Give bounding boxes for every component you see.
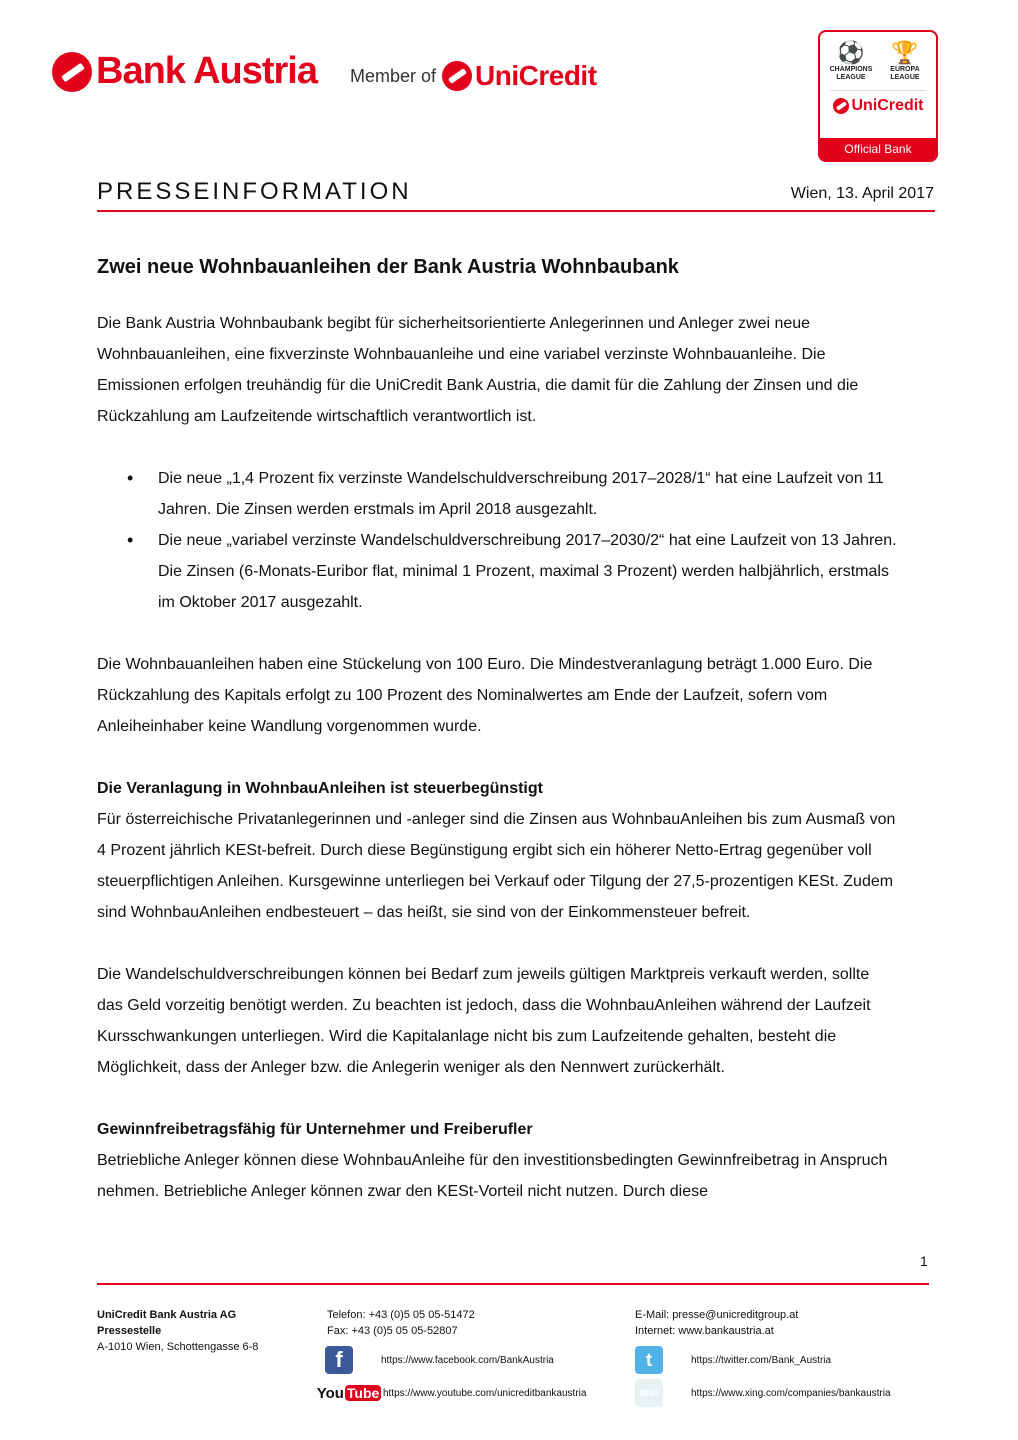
youtube-url[interactable]: https://www.youtube.com/unicreditbankaustria bbox=[383, 1387, 587, 1399]
bank-austria-logo bbox=[52, 50, 317, 93]
parent-brand-name: UniCredit bbox=[475, 60, 597, 91]
sale-paragraph: Die Wandelschuldverschreibungen können bei Bedarf zum jeweils gültigen Marktpreis verkauft werden, sollte das Geld vorzeitig benötigt werden. Zu beachten ist jedoch, dass die WohnbauAnleihen während der Laufzeit Kursschwankungen unterliegen. Wird die Kapitalanlage nicht bis zum Laufzeitende gehalten, besteht die Möglichkeit, dass der Anleger bzw. die Anlegerin weniger als den Nennwert zurückerhält. bbox=[97, 966, 871, 1076]
footer-phone bbox=[327, 1307, 475, 1339]
article-body bbox=[97, 252, 897, 1238]
league-name: CHAMPIONS LEAGUE bbox=[829, 66, 873, 81]
starball-icon: ⚽ bbox=[837, 40, 865, 65]
facebook-link[interactable] bbox=[325, 1346, 554, 1374]
section-title: PRESSEINFORMATION bbox=[97, 178, 412, 205]
divider bbox=[830, 90, 926, 91]
company-name: UniCredit Bank Austria AG bbox=[97, 1309, 237, 1321]
list-item: • Die neue „1,4 Prozent fix verzinste Wandelschuldverschreibung 2017–2028/1“ hat eine Laufzeit von 11 Jahren. Die Zinsen werden erstmals im April 2018 ausgezahlt. bbox=[97, 463, 897, 525]
website-link[interactable]: Internet: www.bankaustria.at bbox=[635, 1325, 774, 1337]
bond-list bbox=[97, 463, 897, 618]
footer-divider bbox=[97, 1283, 929, 1285]
address: A-1010 Wien, Schottengasse 6-8 bbox=[97, 1341, 259, 1353]
member-of-label: Member of bbox=[350, 65, 437, 86]
subheading-tax: Die Veranlagung in WohnbauAnleihen ist steuerbegünstigt bbox=[97, 780, 543, 797]
unicredit-logo-mark-icon bbox=[833, 98, 849, 114]
official-bank-badge bbox=[818, 30, 938, 162]
brand-name: Bank Austria bbox=[96, 50, 317, 92]
unicredit-logo-mark-icon bbox=[442, 61, 472, 91]
youtube-icon: You Tube bbox=[325, 1379, 373, 1407]
article-headline: Zwei neue Wohnbauanleihen der Bank Austria Wohnbaubank bbox=[97, 256, 679, 278]
member-of-unicredit bbox=[350, 60, 597, 92]
xing-link[interactable] bbox=[635, 1379, 891, 1407]
badge-footer: Official Bank bbox=[820, 138, 936, 160]
fax: Fax: +43 (0)5 05 05-52807 bbox=[327, 1325, 458, 1337]
unicredit-logo-mark-icon bbox=[52, 52, 92, 92]
tax-paragraph: Für österreichische Privatanlegerinnen und -anleger sind die Zinsen aus WohnbauAnleihen bis zum Ausmaß von 4 Prozent jährlich KESt-befreit. Durch diese Begünstigung ergibt sich ein höherer Netto-Ertrag gegenüber voll steuerpflichtigen Anleihen. Kursgewinne unterliegen bei Verkauf oder Tilgung der 27,5-prozentigen KESt. Zudem sind WohnbauAnleihen endbesteuert – das heißt, sie sind von der Einkommensteuer befreit. bbox=[97, 811, 896, 921]
email-link[interactable]: E-Mail: presse@unicreditgroup.at bbox=[635, 1309, 799, 1321]
league-name: EUROPA LEAGUE bbox=[890, 66, 920, 81]
release-date: Wien, 13. April 2017 bbox=[790, 185, 934, 202]
trophy-icon: 🏆 bbox=[891, 40, 919, 65]
twitter-icon: t bbox=[635, 1346, 663, 1374]
twitter-link[interactable] bbox=[635, 1346, 831, 1374]
subheading-business: Gewinnfreibetragsfähig für Unternehmer und Freiberufler bbox=[97, 1121, 533, 1138]
facebook-icon: f bbox=[325, 1346, 353, 1374]
badge-unicredit-logo bbox=[820, 97, 936, 115]
list-item: • Die neue „variabel verzinste Wandelschuldverschreibung 2017–2030/2“ hat eine Laufzeit von 13 Jahren. Die Zinsen (6-Monats-Euribor flat, minimal 1 Prozent, maximal 3 Prozent) werden halbjährlich, erstmals im Oktober 2017 ausgezahlt. bbox=[97, 525, 897, 618]
page-number: 1 bbox=[920, 1253, 928, 1269]
denomination-paragraph: Die Wohnbauanleihen haben eine Stückelung von 100 Euro. Die Mindestveranlagung beträgt 1.000 Euro. Die Rückzahlung des Kapitals erfolgt zu 100 Prozent des Nominalwertes am Ende der Laufzeit, sofern vom Anleiheinhaber keine Wandlung vorgenommen wurde. bbox=[97, 656, 873, 735]
department: Pressestelle bbox=[97, 1325, 162, 1337]
youtube-link[interactable] bbox=[316, 1379, 587, 1407]
xing-icon: XING bbox=[635, 1379, 663, 1407]
phone: Telefon: +43 (0)5 05 05-51472 bbox=[327, 1309, 475, 1321]
twitter-url[interactable]: https://twitter.com/Bank_Austria bbox=[691, 1354, 832, 1366]
europa-league-logo bbox=[878, 40, 932, 82]
footer-address bbox=[97, 1307, 258, 1355]
footer-contact bbox=[635, 1307, 798, 1339]
intro-paragraph: Die Bank Austria Wohnbaubank begibt für sicherheitsorientierte Anlegerinnen und Anleger zwei neue Wohnbauanleihen, eine fixverzinste Wohnbauanleihe und eine variabel verzinste Wohnbauanleihe. Die Emissionen erfolgen treuhändig für die UniCredit Bank Austria, die damit für die Zahlung der Zinsen und die Rückzahlung am Laufzeitende wirtschaftlich verantwortlich ist. bbox=[97, 315, 859, 425]
business-paragraph: Betriebliche Anleger können diese WohnbauAnleihe für den investitionsbedingten Gewinnfreibetrag in Anspruch nehmen. Betriebliche Anleger können zwar den KESt-Vorteil nicht nutzen. Durch diese bbox=[97, 1152, 888, 1200]
header-divider bbox=[97, 210, 935, 212]
badge-brand-name: UniCredit bbox=[851, 97, 924, 114]
champions-league-logo bbox=[824, 40, 878, 82]
facebook-url[interactable]: https://www.facebook.com/BankAustria bbox=[381, 1354, 554, 1366]
xing-url[interactable]: https://www.xing.com/companies/bankaustria bbox=[691, 1387, 891, 1399]
